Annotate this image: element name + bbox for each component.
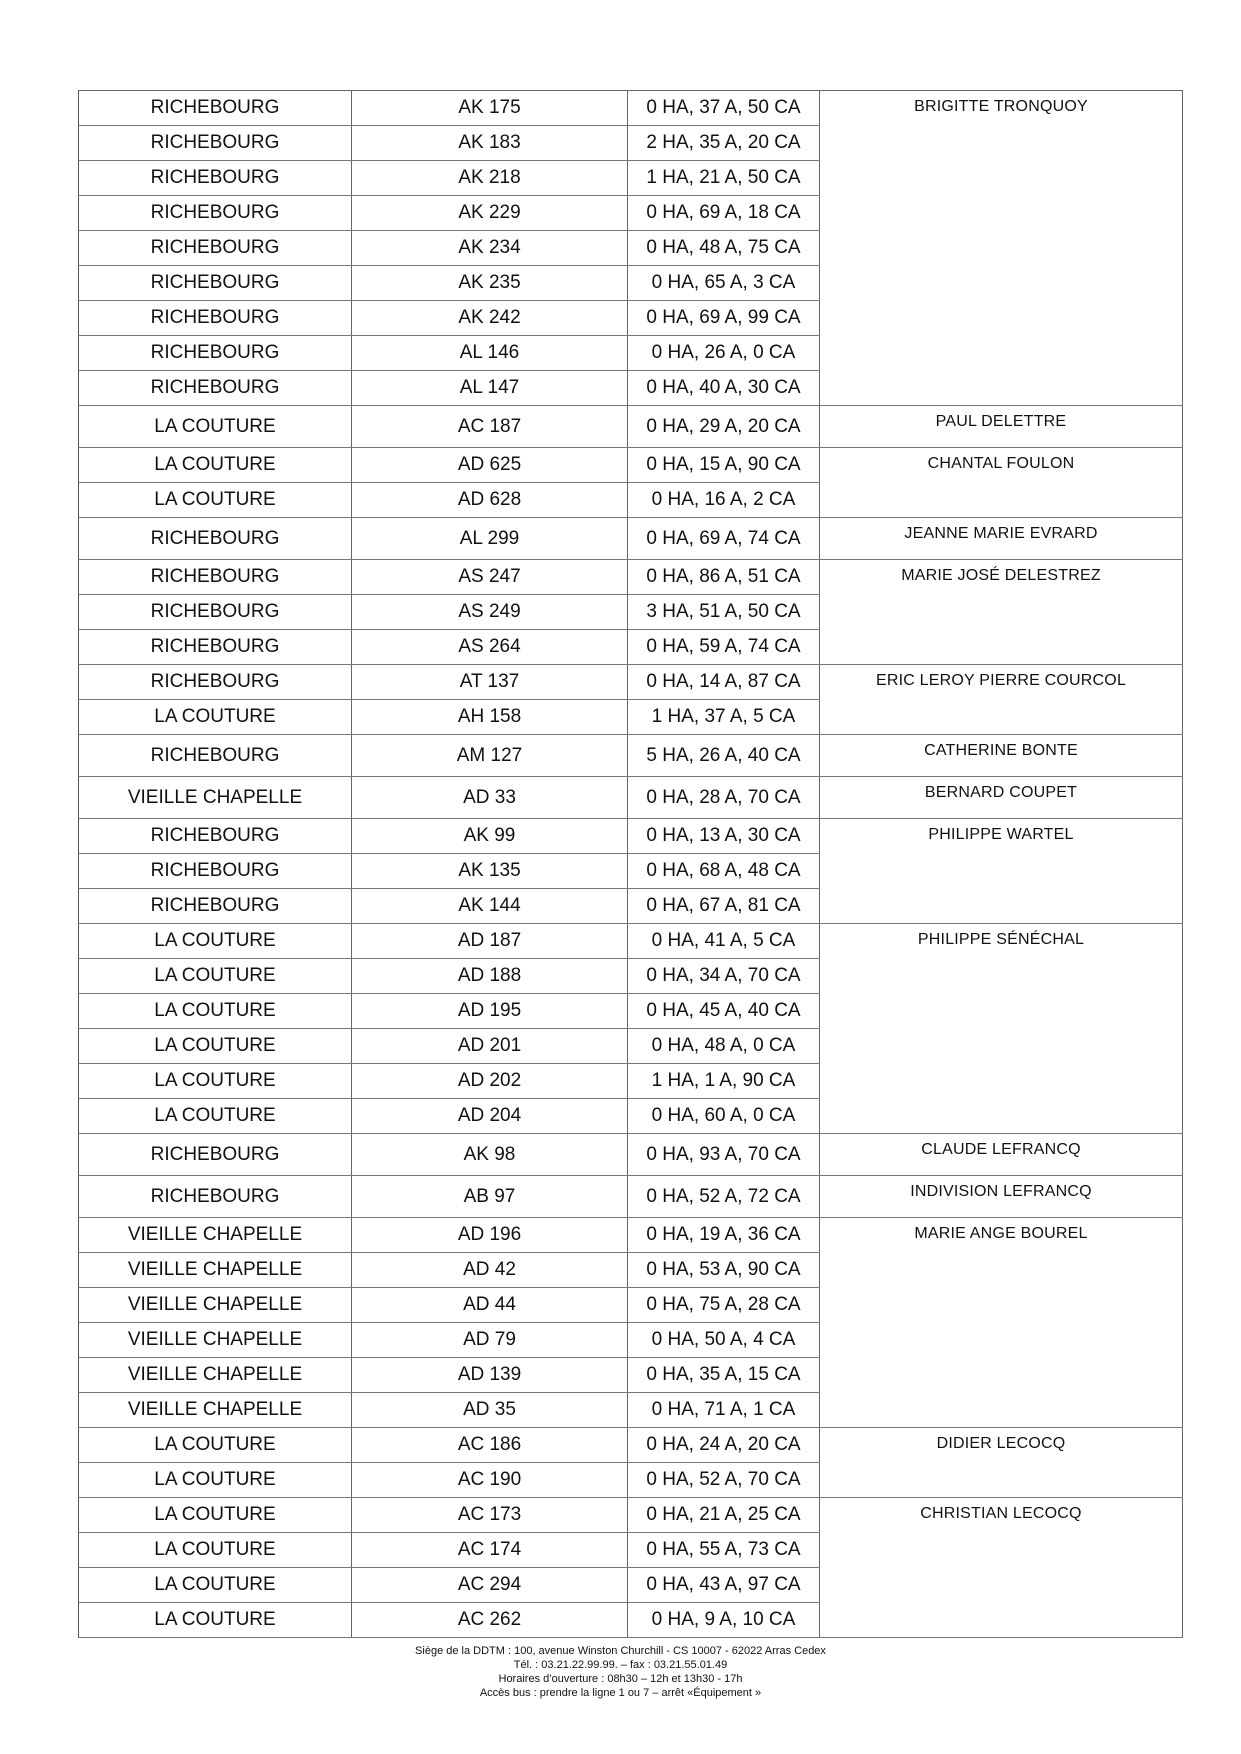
commune-cell: RICHEBOURG [79,819,352,854]
commune-cell: RICHEBOURG [79,854,352,889]
area-cell: 0 HA, 93 A, 70 CA [628,1134,820,1176]
parcel-ref-cell: AK 234 [352,231,628,266]
table-row [79,1134,1183,1176]
parcel-ref-cell: AC 294 [352,1568,628,1603]
area-cell: 0 HA, 13 A, 30 CA [628,819,820,854]
area-cell: 0 HA, 48 A, 0 CA [628,1029,820,1064]
parcel-table-body [79,91,1183,1638]
parcel-ref-cell: AK 144 [352,889,628,924]
area-cell: 0 HA, 86 A, 51 CA [628,560,820,595]
area-cell: 0 HA, 15 A, 90 CA [628,448,820,483]
commune-cell: RICHEBOURG [79,336,352,371]
owner-cell: CHRISTIAN LECOCQ [820,1498,1183,1638]
area-cell: 0 HA, 50 A, 4 CA [628,1323,820,1358]
table-row [79,406,1183,448]
owner-cell: INDIVISION LEFRANCQ [820,1176,1183,1218]
owner-cell: JEANNE MARIE EVRARD [820,518,1183,560]
parcel-ref-cell: AK 235 [352,266,628,301]
area-cell: 0 HA, 40 A, 30 CA [628,371,820,406]
area-cell: 0 HA, 55 A, 73 CA [628,1533,820,1568]
parcel-ref-cell: AD 204 [352,1099,628,1134]
area-cell: 0 HA, 37 A, 50 CA [628,91,820,126]
area-cell: 0 HA, 59 A, 74 CA [628,630,820,665]
commune-cell: VIEILLE CHAPELLE [79,1393,352,1428]
commune-cell: RICHEBOURG [79,735,352,777]
owner-cell: DIDIER LECOCQ [820,1428,1183,1498]
parcel-ref-cell: AD 188 [352,959,628,994]
area-cell: 0 HA, 71 A, 1 CA [628,1393,820,1428]
commune-cell: LA COUTURE [79,1463,352,1498]
commune-cell: LA COUTURE [79,1533,352,1568]
commune-cell: LA COUTURE [79,1568,352,1603]
area-cell: 0 HA, 43 A, 97 CA [628,1568,820,1603]
table-row [79,518,1183,560]
area-cell: 0 HA, 16 A, 2 CA [628,483,820,518]
parcel-ref-cell: AS 264 [352,630,628,665]
area-cell: 1 HA, 21 A, 50 CA [628,161,820,196]
parcel-ref-cell: AL 146 [352,336,628,371]
area-cell: 0 HA, 14 A, 87 CA [628,665,820,700]
owner-cell: BRIGITTE TRONQUOY [820,91,1183,406]
commune-cell: RICHEBOURG [79,266,352,301]
area-cell: 2 HA, 35 A, 20 CA [628,126,820,161]
area-cell: 0 HA, 48 A, 75 CA [628,231,820,266]
parcel-ref-cell: AB 97 [352,1176,628,1218]
area-cell: 1 HA, 1 A, 90 CA [628,1064,820,1099]
commune-cell: RICHEBOURG [79,630,352,665]
parcel-ref-cell: AK 183 [352,126,628,161]
parcel-ref-cell: AD 33 [352,777,628,819]
area-cell: 1 HA, 37 A, 5 CA [628,700,820,735]
area-cell: 0 HA, 52 A, 70 CA [628,1463,820,1498]
area-cell: 0 HA, 52 A, 72 CA [628,1176,820,1218]
parcel-ref-cell: AK 218 [352,161,628,196]
owner-cell: PHILIPPE SÉNÉCHAL [820,924,1183,1134]
footer-phone-fax: Tél. : 03.21.22.99.99. – fax : 03.21.55.01.49 [513,1659,728,1671]
area-cell: 0 HA, 21 A, 25 CA [628,1498,820,1533]
footer-opening-hours: Horaires d’ouverture : 08h30 – 12h et 13h30 - 17h [498,1673,743,1685]
area-cell: 0 HA, 67 A, 81 CA [628,889,820,924]
commune-cell: RICHEBOURG [79,1134,352,1176]
table-row [79,560,1183,595]
parcel-ref-cell: AD 139 [352,1358,628,1393]
commune-cell: LA COUTURE [79,994,352,1029]
area-cell: 0 HA, 41 A, 5 CA [628,924,820,959]
parcel-ref-cell: AD 44 [352,1288,628,1323]
commune-cell: LA COUTURE [79,448,352,483]
area-cell: 0 HA, 35 A, 15 CA [628,1358,820,1393]
commune-cell: RICHEBOURG [79,231,352,266]
commune-cell: VIEILLE CHAPELLE [79,1288,352,1323]
area-cell: 0 HA, 69 A, 74 CA [628,518,820,560]
area-cell: 0 HA, 9 A, 10 CA [628,1603,820,1638]
table-row [79,448,1183,483]
owner-cell: MARIE ANGE BOUREL [820,1218,1183,1428]
commune-cell: LA COUTURE [79,406,352,448]
owner-cell: ERIC LEROY PIERRE COURCOL [820,665,1183,735]
parcel-ref-cell: AD 196 [352,1218,628,1253]
footer-bus-access: Accès bus : prendre la ligne 1 ou 7 – arrêt «Équipement » [479,1687,762,1699]
parcel-ref-cell: AK 135 [352,854,628,889]
commune-cell: LA COUTURE [79,1603,352,1638]
commune-cell: RICHEBOURG [79,595,352,630]
parcel-ref-cell: AK 98 [352,1134,628,1176]
parcel-ref-cell: AD 35 [352,1393,628,1428]
area-cell: 0 HA, 65 A, 3 CA [628,266,820,301]
commune-cell: LA COUTURE [79,1498,352,1533]
area-cell: 0 HA, 29 A, 20 CA [628,406,820,448]
commune-cell: RICHEBOURG [79,196,352,231]
area-cell: 0 HA, 24 A, 20 CA [628,1428,820,1463]
parcel-ref-cell: AD 79 [352,1323,628,1358]
footer-address: Siège de la DDTM : 100, avenue Winston Churchill - CS 10007 - 62022 Arras Cedex [415,1645,826,1657]
owner-cell: MARIE JOSÉ DELESTREZ [820,560,1183,665]
commune-cell: LA COUTURE [79,483,352,518]
parcel-ref-cell: AD 202 [352,1064,628,1099]
parcel-ref-cell: AD 42 [352,1253,628,1288]
table-row [79,777,1183,819]
parcel-ref-cell: AH 158 [352,700,628,735]
table-row [79,91,1183,126]
commune-cell: LA COUTURE [79,959,352,994]
table-row [79,735,1183,777]
commune-cell: VIEILLE CHAPELLE [79,1218,352,1253]
table-row [79,1498,1183,1533]
table-row [79,665,1183,700]
commune-cell: LA COUTURE [79,1428,352,1463]
commune-cell: RICHEBOURG [79,161,352,196]
area-cell: 0 HA, 68 A, 48 CA [628,854,820,889]
parcel-ref-cell: AC 262 [352,1603,628,1638]
commune-cell: LA COUTURE [79,700,352,735]
table-row [79,924,1183,959]
parcel-ref-cell: AK 229 [352,196,628,231]
commune-cell: RICHEBOURG [79,126,352,161]
parcel-ref-cell: AD 201 [352,1029,628,1064]
parcel-ref-cell: AC 190 [352,1463,628,1498]
area-cell: 0 HA, 34 A, 70 CA [628,959,820,994]
page-footer [0,1644,1241,1700]
parcel-ref-cell: AD 195 [352,994,628,1029]
parcel-table [78,90,1183,1638]
commune-cell: RICHEBOURG [79,301,352,336]
owner-cell: CATHERINE BONTE [820,735,1183,777]
parcel-ref-cell: AK 99 [352,819,628,854]
commune-cell: RICHEBOURG [79,889,352,924]
owner-cell: PHILIPPE WARTEL [820,819,1183,924]
commune-cell: RICHEBOURG [79,518,352,560]
commune-cell: RICHEBOURG [79,91,352,126]
area-cell: 0 HA, 26 A, 0 CA [628,336,820,371]
area-cell: 0 HA, 53 A, 90 CA [628,1253,820,1288]
commune-cell: VIEILLE CHAPELLE [79,1358,352,1393]
area-cell: 0 HA, 75 A, 28 CA [628,1288,820,1323]
commune-cell: LA COUTURE [79,924,352,959]
parcel-ref-cell: AT 137 [352,665,628,700]
commune-cell: RICHEBOURG [79,371,352,406]
table-row [79,819,1183,854]
commune-cell: VIEILLE CHAPELLE [79,777,352,819]
area-cell: 0 HA, 28 A, 70 CA [628,777,820,819]
commune-cell: LA COUTURE [79,1099,352,1134]
owner-cell: CHANTAL FOULON [820,448,1183,518]
parcel-ref-cell: AC 187 [352,406,628,448]
area-cell: 0 HA, 45 A, 40 CA [628,994,820,1029]
parcel-ref-cell: AS 247 [352,560,628,595]
parcel-ref-cell: AC 173 [352,1498,628,1533]
owner-cell: PAUL DELETTRE [820,406,1183,448]
area-cell: 0 HA, 69 A, 18 CA [628,196,820,231]
owner-cell: BERNARD COUPET [820,777,1183,819]
commune-cell: VIEILLE CHAPELLE [79,1253,352,1288]
parcel-ref-cell: AK 175 [352,91,628,126]
parcel-ref-cell: AS 249 [352,595,628,630]
commune-cell: LA COUTURE [79,1064,352,1099]
owner-cell: CLAUDE LEFRANCQ [820,1134,1183,1176]
parcel-ref-cell: AD 628 [352,483,628,518]
parcel-table-container [78,90,1182,1638]
parcel-ref-cell: AM 127 [352,735,628,777]
commune-cell: RICHEBOURG [79,560,352,595]
area-cell: 0 HA, 19 A, 36 CA [628,1218,820,1253]
table-row [79,1176,1183,1218]
area-cell: 3 HA, 51 A, 50 CA [628,595,820,630]
area-cell: 5 HA, 26 A, 40 CA [628,735,820,777]
parcel-ref-cell: AD 187 [352,924,628,959]
parcel-ref-cell: AD 625 [352,448,628,483]
parcel-ref-cell: AC 186 [352,1428,628,1463]
commune-cell: RICHEBOURG [79,1176,352,1218]
area-cell: 0 HA, 69 A, 99 CA [628,301,820,336]
table-row [79,1218,1183,1253]
parcel-ref-cell: AL 147 [352,371,628,406]
table-row [79,1428,1183,1463]
commune-cell: RICHEBOURG [79,665,352,700]
parcel-ref-cell: AL 299 [352,518,628,560]
parcel-ref-cell: AC 174 [352,1533,628,1568]
commune-cell: VIEILLE CHAPELLE [79,1323,352,1358]
commune-cell: LA COUTURE [79,1029,352,1064]
parcel-ref-cell: AK 242 [352,301,628,336]
area-cell: 0 HA, 60 A, 0 CA [628,1099,820,1134]
